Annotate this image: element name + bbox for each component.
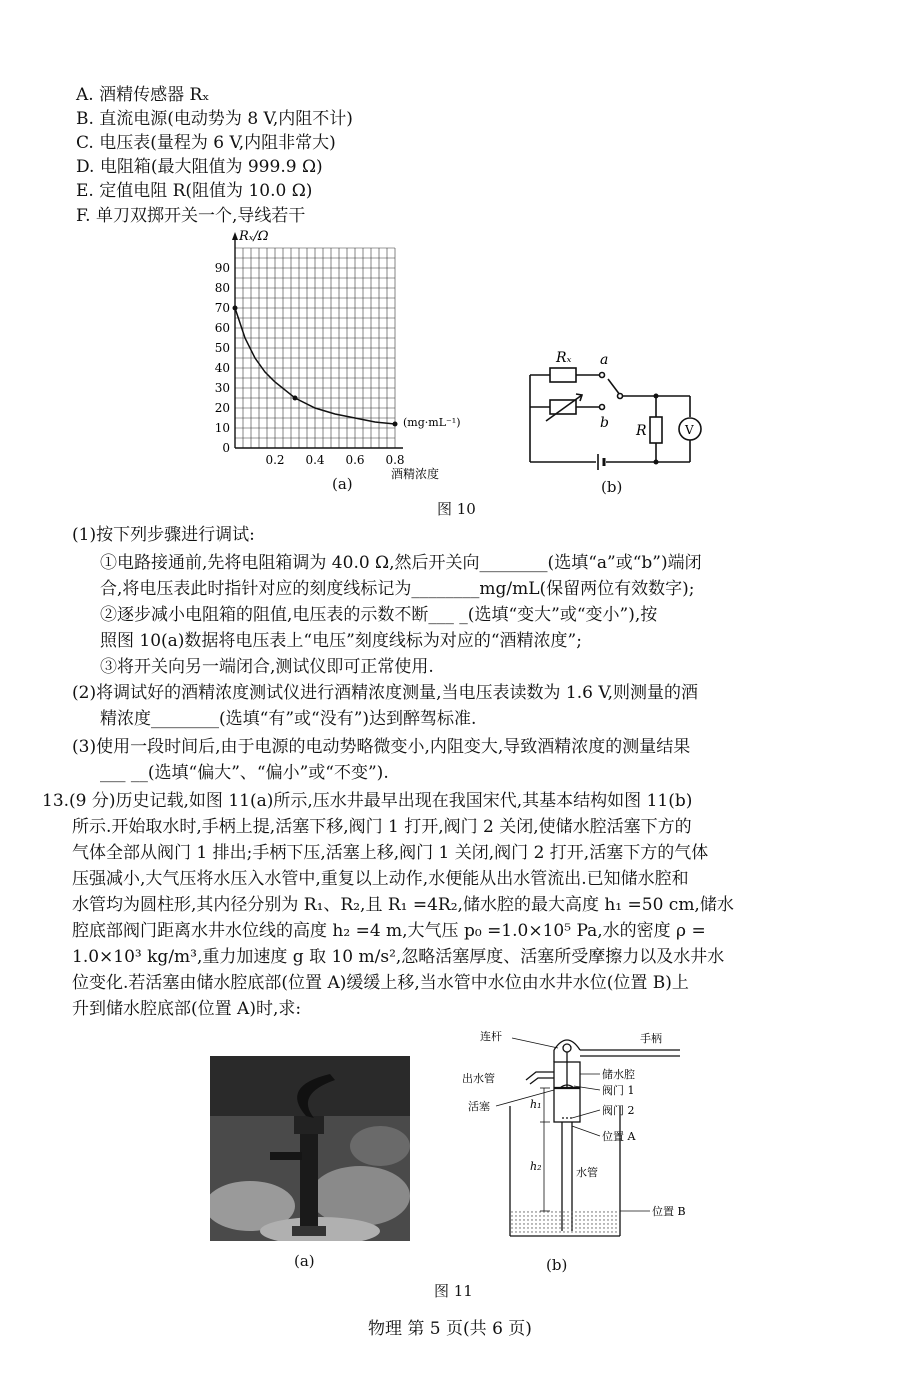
figure-11b-label: (b) [546, 1256, 568, 1274]
option-e: E. 定值电阻 R(阻值为 10.0 Ω) [76, 181, 313, 201]
label-h1: h₁ [530, 1098, 542, 1111]
y-tick-label: 70 [214, 301, 230, 315]
figure-10b-circuit [520, 345, 720, 475]
label-rod: 连杆 [480, 1030, 502, 1043]
label-handle: 手柄 [640, 1032, 662, 1045]
sensor-resistor [550, 368, 576, 382]
y-axis-label: Rₓ/Ω [239, 229, 269, 244]
label-valve1: 阀门 1 [602, 1084, 635, 1097]
v-label: V [685, 423, 694, 437]
q12-step3: ③将开关向另一端闭合,测试仪即可正常使用. [100, 657, 434, 677]
data-point [393, 422, 398, 427]
q13-line4: 压强减小,大气压将水压入水管中,重复以上动作,水便能从出水管流出.已知储水腔和 [72, 869, 689, 889]
x-tick-label: 0.8 [385, 453, 405, 467]
y-axis-arrow [232, 232, 238, 240]
q12-part3a: (3)使用一段时间后,由于电源的电动势略微变小,内阻变大,导致酒精浓度的测量结果 [72, 737, 691, 757]
q13-line6: 腔底部阀门距离水井水位线的高度 h₂ =4 m,大气压 p₀ =1.0×10⁵ Pa,水的密度 ρ = [72, 921, 706, 941]
label-pipe: 水管 [576, 1166, 598, 1179]
y-tick-label: 80 [214, 281, 230, 295]
label-valve2: 阀门 2 [602, 1104, 635, 1117]
q13-line5: 水管均为圆柱形,其内径分别为 R₁、R₂,且 R₁ =4R₂,储水腔的最大高度 h₁ =50 cm,储水 [72, 895, 734, 915]
option-a: A. 酒精传感器 Rₓ [76, 85, 210, 105]
q13-line1: 13.(9 分)历史记载,如图 11(a)所示,压水井最早出现在我国宋代,其基本结构如图 11(b) [42, 791, 693, 811]
q12-part2a: (2)将调试好的酒精浓度测试仪进行酒精浓度测量,当电压表读数为 1.6 V,则测量的酒 [72, 683, 699, 703]
figure-11-caption: 图 11 [434, 1282, 473, 1300]
x-tick-label: 0.2 [265, 453, 285, 467]
option-b: B. 直流电源(电动势为 8 V,内阻不计) [76, 109, 353, 129]
q12-step2a: ②逐步减小电阻箱的阻值,电压表的示数不断___ _(选填“变大”或“变小”),按 [100, 605, 658, 625]
r-label: R [636, 423, 647, 439]
figure-10a-label: (a) [332, 475, 353, 493]
q13-line3: 气体全部从阀门 1 排出;手柄下压,活塞上移,阀门 1 关闭,阀门 2 打开,活塞下方的气体 [72, 843, 709, 863]
figure-11a-photo [210, 1056, 410, 1241]
x-tick-label: 0.6 [345, 453, 365, 467]
label-piston: 活塞 [468, 1100, 490, 1113]
y-tick-label: 30 [214, 381, 230, 395]
label-chamber: 储水腔 [602, 1068, 635, 1081]
q12-step1a: ①电路接通前,先将电阻箱调为 40.0 Ω,然后开关向________(选填“a”或“b”)端闭 [100, 553, 702, 573]
q12-part1: (1)按下列步骤进行调试: [72, 525, 255, 545]
switch-blade [608, 379, 620, 395]
data-point [233, 306, 238, 311]
y-tick-label: 50 [214, 341, 230, 355]
q12-step1b: 合,将电压表此时指针对应的刻度线标记为________mg/mL(保留两位有效数字); [100, 579, 695, 599]
q13-line9: 升到储水腔底部(位置 A)时,求: [72, 999, 302, 1019]
label-pos-b: 位置 B [652, 1205, 686, 1218]
figure-11b-diagram [450, 1026, 690, 1256]
option-c: C. 电压表(量程为 6 V,内阻非常大) [76, 133, 336, 153]
b-label: b [600, 415, 609, 431]
y-tick-label: 90 [214, 261, 230, 275]
well-water [511, 1211, 619, 1235]
label-pos-a: 位置 A [602, 1130, 636, 1143]
label-h2: h₂ [530, 1160, 542, 1173]
figure-10-caption: 图 10 [437, 500, 476, 518]
q12-step2b: 照图 10(a)数据将电压表上“电压”刻度线标为对应的“酒精浓度”; [100, 631, 582, 651]
figure-11a-label: (a) [294, 1252, 315, 1270]
label-outlet: 出水管 [462, 1072, 495, 1085]
y-tick-label: 20 [214, 401, 230, 415]
fixed-resistor [650, 417, 662, 443]
data-point [293, 396, 298, 401]
y-tick-label: 10 [214, 421, 230, 435]
q12-part3b: ___ __(选填“偏大”、“偏小”或“不变”). [100, 763, 389, 783]
y-tick-label: 60 [214, 321, 230, 335]
x-axis-label: 酒精浓度 [390, 467, 440, 481]
figure-10a-chart [200, 228, 500, 488]
q13-line8: 位变化.若活塞由储水腔底部(位置 A)缓缓上移,当水管中水位由水井水位(位置 B)上 [72, 973, 689, 993]
q13-line2: 所示.开始取水时,手柄上提,活塞下移,阀门 1 打开,阀门 2 关闭,使储水腔活塞下方的 [72, 817, 692, 837]
rx-label: Rₓ [556, 350, 572, 366]
x-axis-unit: (mg·mL⁻¹) [403, 416, 461, 429]
y-tick-label: 40 [214, 361, 230, 375]
q13-line7: 1.0×10³ kg/m³,重力加速度 g 取 10 m/s²,忽略活塞厚度、活塞所受摩擦力以及水井水 [72, 947, 725, 967]
page-footer: 物理 第 5 页(共 6 页) [368, 1319, 532, 1339]
y-tick-label: 0 [222, 441, 230, 455]
option-d: D. 电阻箱(最大阻值为 999.9 Ω) [76, 157, 323, 177]
option-f: F. 单刀双掷开关一个,导线若干 [76, 206, 306, 226]
figure-10b-label: (b) [601, 478, 623, 496]
a-label: a [600, 352, 609, 368]
q12-part2b: 精浓度________(选填“有”或“没有”)达到醉驾标准. [100, 709, 477, 729]
x-tick-label: 0.4 [305, 453, 325, 467]
outlet-pipe [526, 1072, 554, 1080]
